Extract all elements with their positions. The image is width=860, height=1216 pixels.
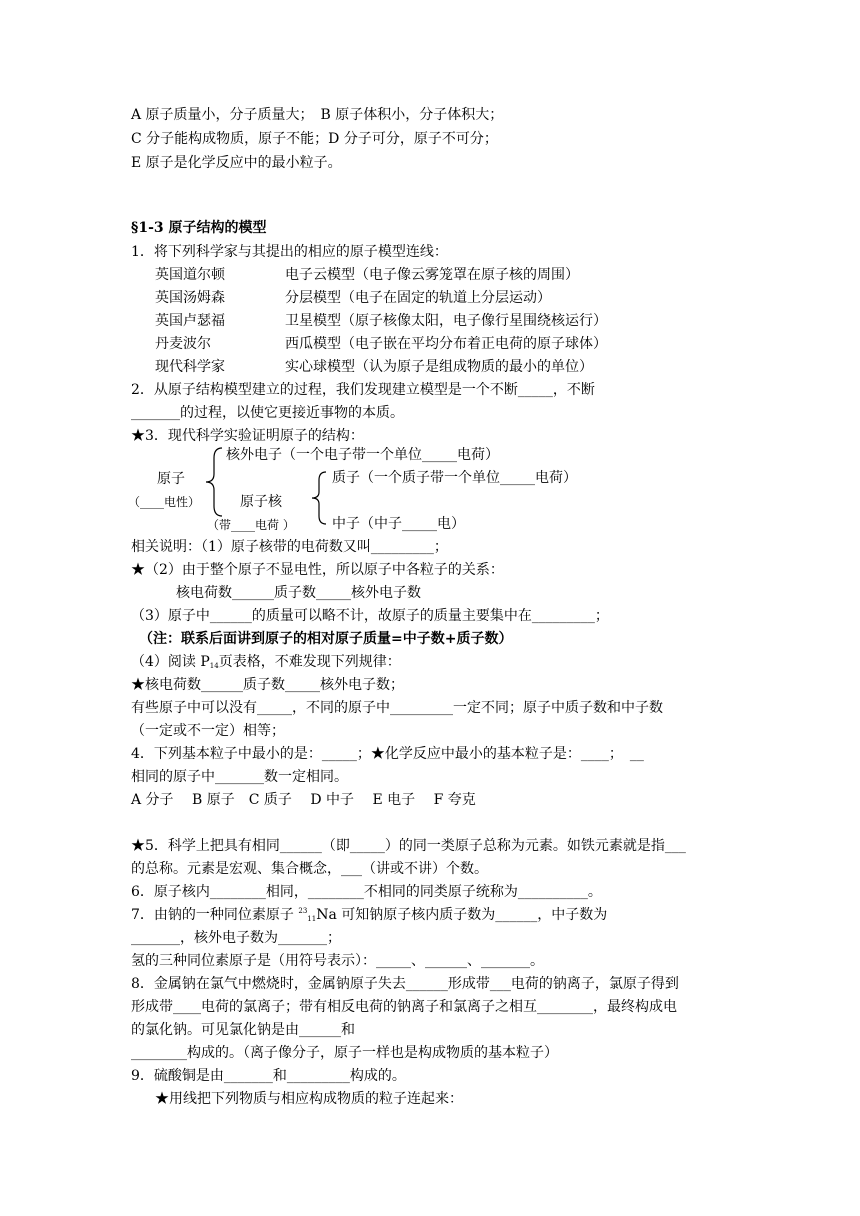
- section-title: §1-3 原子结构的模型: [131, 220, 267, 236]
- q7-suffix: Na 可知钠原子核内质子数为______，中子数为: [316, 907, 608, 923]
- q1-stem: 1．将下列科学家与其提出的相应的原子模型连线：: [131, 244, 448, 260]
- note-4-prefix: （4）阅读 P: [131, 654, 210, 670]
- q5-line-2: 的总称。元素是宏观、集合概念，___（讲或不讲）个数。: [131, 861, 488, 877]
- q1-scientist-4: 丹麦波尔: [155, 336, 211, 352]
- q1-model-3: 卫星模型（原子核像太阳，电子像行星围绕核运行）: [285, 313, 607, 329]
- q6: 6．原子核内________相同，________不相同的同类原子统称为__________。: [131, 884, 602, 900]
- note-4-line-3: （一定或不一定）相等；: [131, 723, 285, 739]
- q3-neutron: 中子（中子_____电）: [332, 516, 465, 532]
- note-2-relation: 核电荷数______质子数_____核外电子数: [176, 585, 421, 601]
- q1-model-4: 西瓜模型（电子嵌在平均分布着正电荷的原子球体）: [285, 336, 607, 352]
- q1-scientist-3: 英国卢瑟福: [155, 313, 225, 329]
- intro-line-2: C 分子能构成物质，原子不能；D 分子可分，原子不可分；: [131, 131, 498, 147]
- q7-prefix: 7．由钠的一种同位素原子: [131, 907, 299, 923]
- q3-stem: ★3．现代科学实验证明原子的结构：: [131, 428, 364, 444]
- note-3-remark: [139, 629, 512, 649]
- q3-atom-charge: （____电性）: [128, 495, 201, 509]
- note-1: 相关说明：（1）原子核带的电荷数又叫_________；: [131, 539, 448, 555]
- note-4-rule: ★核电荷数______质子数_____核外电子数；: [131, 677, 404, 693]
- note-4-page-subscript: 14: [209, 662, 219, 670]
- q1-model-2: 分层模型（电子在固定的轨道上分层运动）: [285, 290, 551, 306]
- q7-line-3: 氢的三种同位素原子是（用符号表示）：_____、______、_______。: [131, 953, 544, 969]
- q1-scientist-1: 英国道尔顿: [155, 267, 225, 283]
- q8-line-4: ________构成的。（离子像分子，原子一样也是构成物质的基本粒子）: [131, 1045, 558, 1061]
- note-3-remark-formula: 相对原子质量=中子数+质子数: [307, 631, 499, 647]
- q3-proton: 质子（一个质子带一个单位_____电荷）: [332, 470, 577, 486]
- note-3: （3）原子中______的质量可以略不计，故原子的质量主要集中在_________；: [131, 608, 609, 624]
- q8-line-2: 形成带____电荷的氯离子；带有相反电荷的钠离子和氯离子之相互________，最终构成电: [131, 999, 677, 1015]
- note-4-suffix: 页表格，不难发现下列规律：: [218, 654, 401, 670]
- q4-line-1: 4．下列基本粒子中最小的是：_____；★化学反应中最小的基本粒子是：____； __: [131, 746, 644, 762]
- q7-mass-number: 23: [298, 907, 308, 915]
- note-2: ★（2）由于整个原子不显电性，所以原子中各粒子的关系：: [131, 562, 504, 578]
- q1-model-1: 电子云模型（电子像云雾笼罩在原子核的周围）: [285, 267, 579, 283]
- q7-line-2: _______，核外电子数为_______；: [131, 930, 341, 946]
- q8-line-3: 的氯化钠。可见氯化钠是由______和: [131, 1022, 355, 1038]
- q7-line-1: [131, 905, 607, 927]
- q3-atom-label: 原子: [157, 471, 185, 487]
- q3-nucleus-label: 原子核: [240, 494, 282, 510]
- nucleus-brace: [308, 470, 330, 526]
- q5-line-1: ★5．科学上把具有相同______（即_____）的同一类原子总称为元素。如铁元素就是指___: [131, 838, 686, 854]
- q8-line-1: 8．金属钠在氯气中燃烧时，金属钠原子失去______形成带___电荷的钠离子，氯原子得到: [131, 976, 679, 992]
- intro-line-1: A 原子质量小，分子质量大； B 原子体积小，分子体积大；: [131, 107, 504, 123]
- q9-line-1: 9．硫酸铜是由_______和_________构成的。: [131, 1068, 406, 1084]
- note-4: [131, 652, 401, 674]
- q3-electron: 核外电子（一个电子带一个单位_____电荷）: [226, 447, 499, 463]
- q1-scientist-5: 现代科学家: [155, 359, 225, 375]
- q4-line-2: 相同的原子中_______数一定相同。: [131, 769, 348, 785]
- q4-options: A 分子 B 原子 C 质子 D 中子 E 电子 F 夸克: [131, 792, 476, 808]
- q3-nucleus-charge: （带____电荷 ）: [207, 518, 295, 532]
- intro-line-3: E 原子是化学反应中的最小粒子。: [131, 155, 342, 171]
- q7-atomic-number: 11: [307, 915, 317, 923]
- q2-line-1: 2．从原子结构模型建立的过程，我们发现建立模型是一个不断_____，不断: [131, 382, 595, 398]
- q9-line-2: ★用线把下列物质与相应构成物质的粒子连起来：: [155, 1091, 463, 1107]
- note-3-remark-suffix: ）: [498, 631, 513, 647]
- note-4-line-2: 有些原子中可以没有_____，不同的原子中_________一定不同；原子中质子数和中子数: [131, 700, 663, 716]
- atom-brace: [202, 446, 226, 518]
- q1-scientist-2: 英国汤姆森: [155, 290, 225, 306]
- q1-model-5: 实心球模型（认为原子是组成物质的最小的单位）: [285, 359, 593, 375]
- note-3-remark-prefix: （注：联系后面讲到原子的: [139, 631, 307, 647]
- q2-line-2: _______的过程，以使它更接近事物的本质。: [131, 405, 404, 421]
